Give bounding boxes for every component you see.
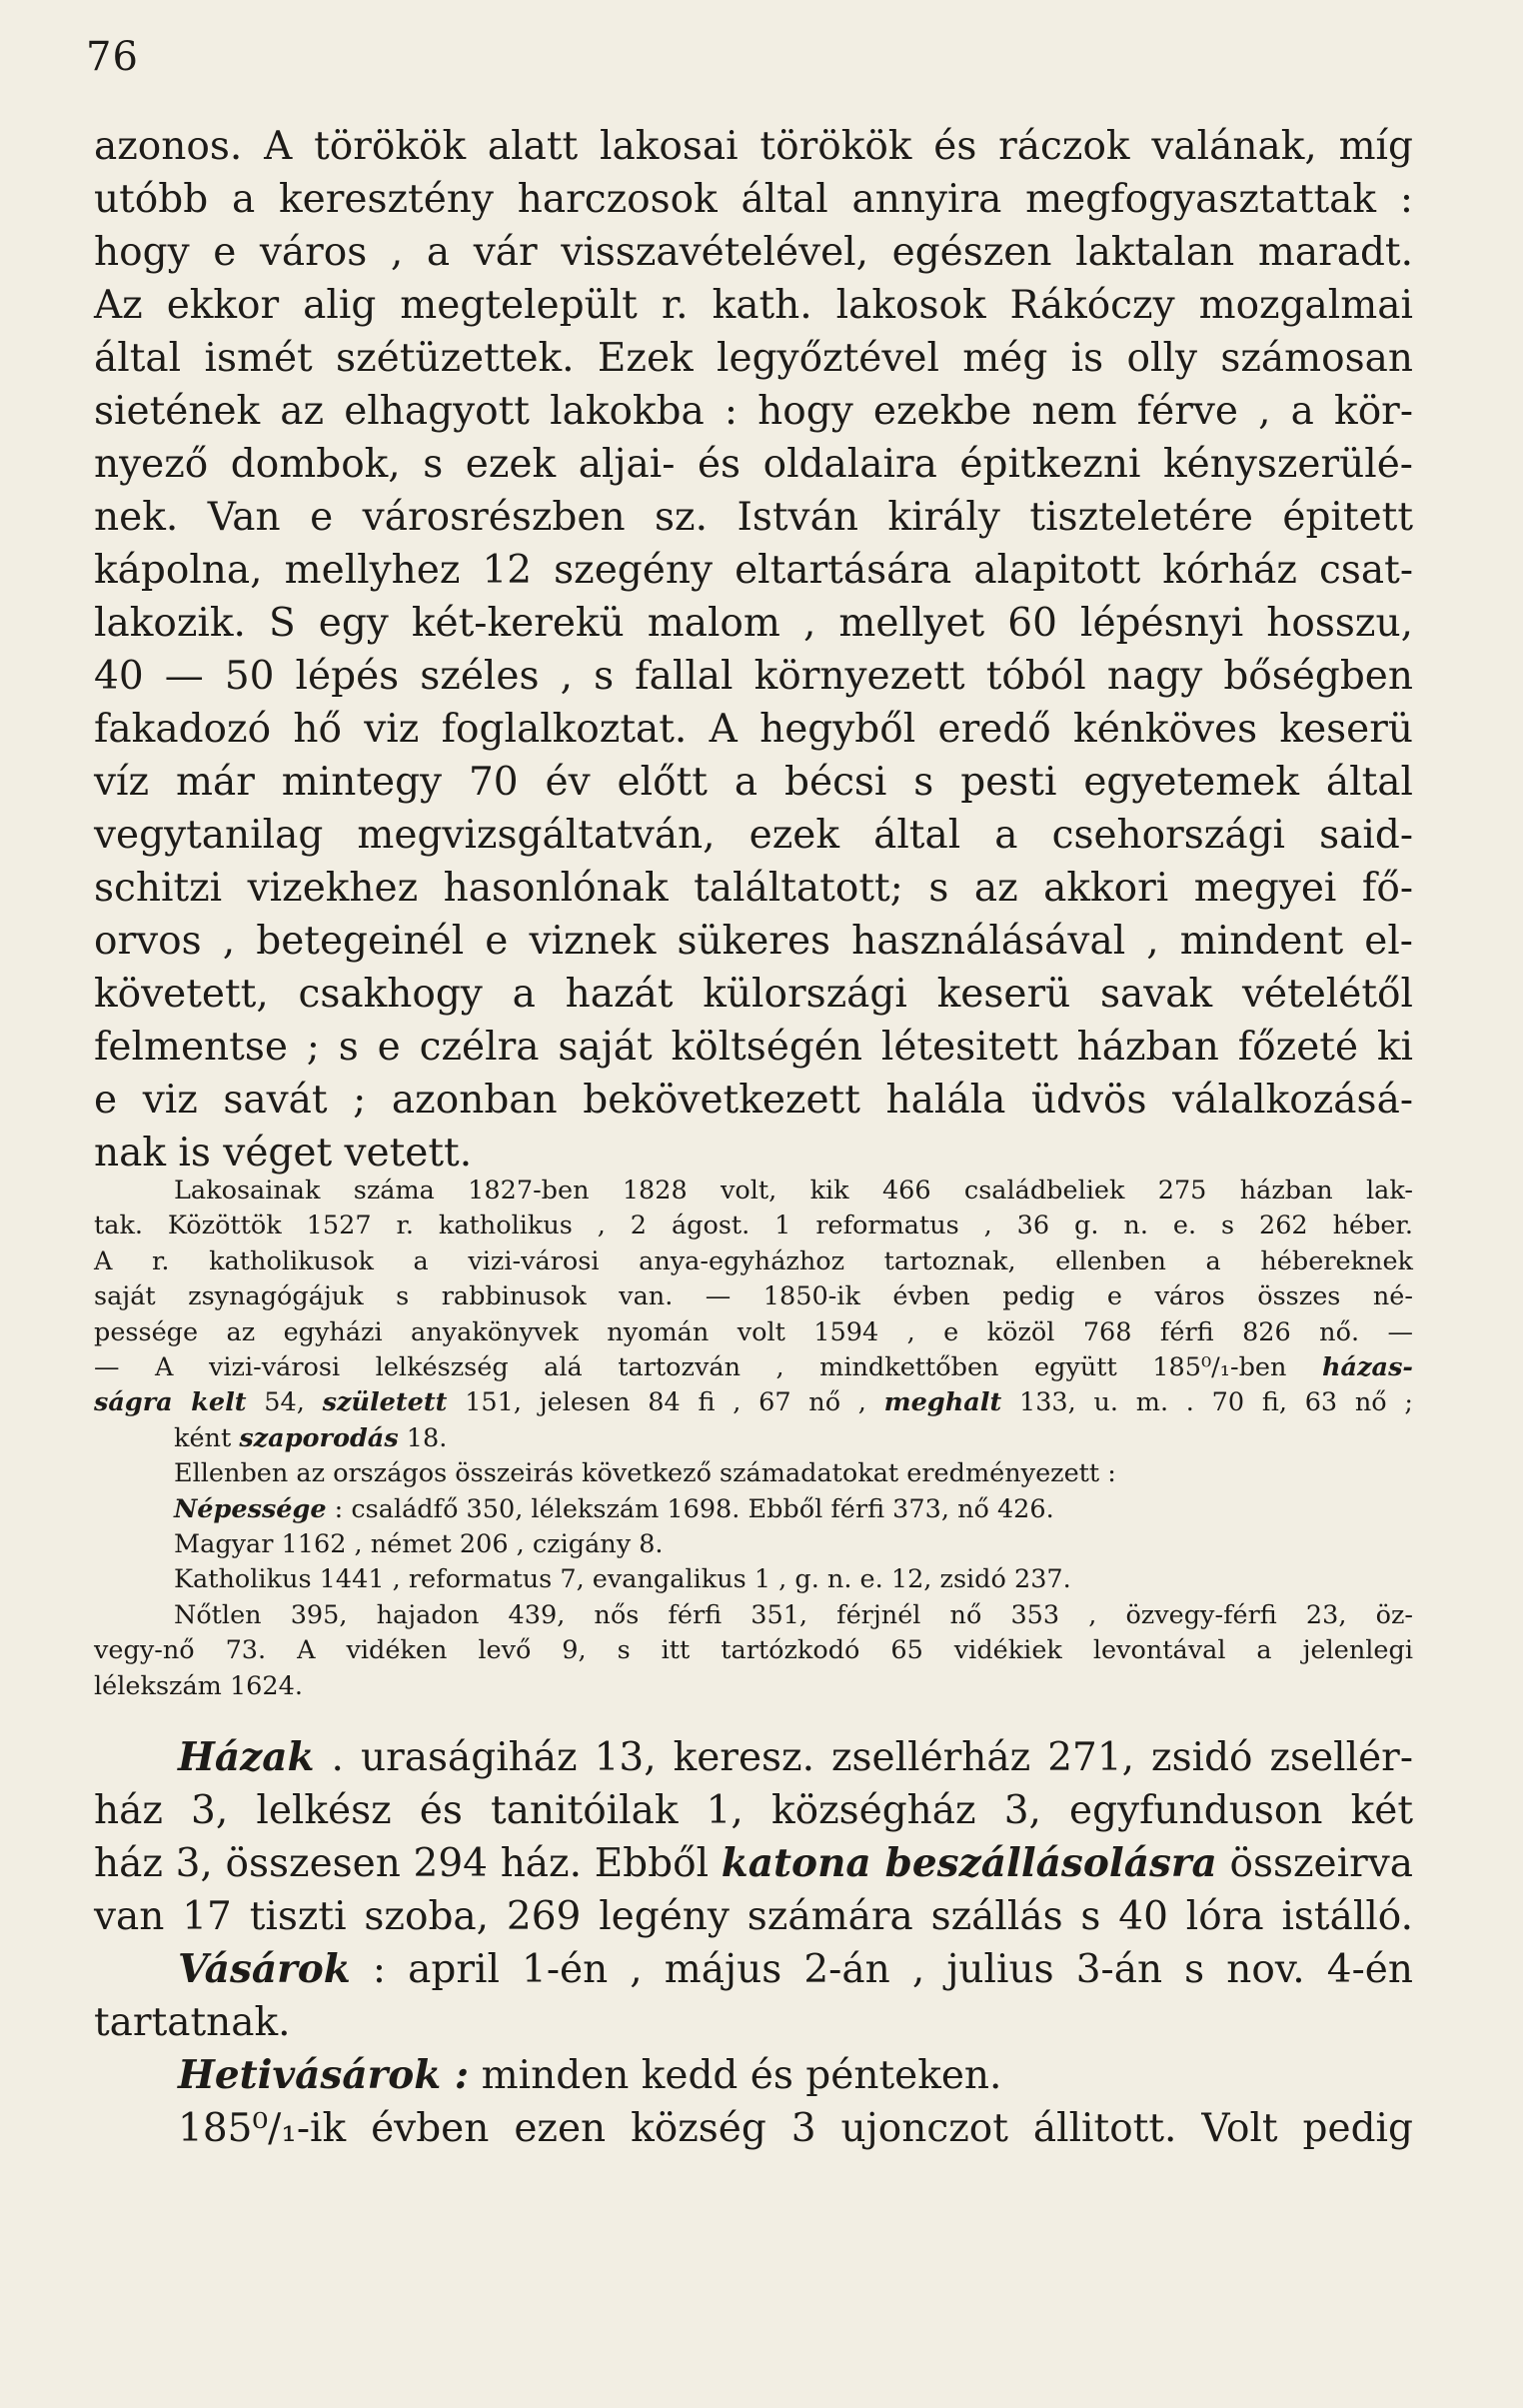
body-text: . uraságiház 13, keresz. zsellérház 271, zsidó zsellér-: [314, 1735, 1413, 1780]
text-line: fakadozó hő viz foglalkoztat. A hegyből eredő kénköves keserü: [94, 707, 1413, 752]
text-line: nek. Van e városrészben sz. István király tiszteletére épitett: [94, 495, 1413, 540]
fairs-line: [94, 1943, 1413, 1996]
section-label: Hetivásárok :: [178, 2052, 470, 2098]
text-line: azonos. A törökök alatt lakosai törökök és ráczok valának, míg: [94, 124, 1413, 169]
text-line: 40 — 50 lépés széles , s fallal környezett tóból nagy bőségben: [94, 654, 1413, 699]
text-line: kápolna, mellyhez 12 szegény eltartására alapitott kórház csat-: [94, 548, 1413, 593]
note-italic: Népessége: [174, 1493, 327, 1524]
text-line: schitzi vizekhez hasonlónak találtatott; s az akkori megyei fő-: [94, 866, 1413, 911]
emphasis-text: katona beszállásolásra: [721, 1840, 1217, 1886]
text-line: Az ekkor alig megtelepült r. kath. lakosok Rákóczy mozgalmai: [94, 283, 1413, 328]
note-line: A r. katholikusok a vizi-városi anya-egyházhoz tartoznak, ellenben a hébereknek: [94, 1245, 1413, 1276]
text-line: sietének az elhagyott lakokba : hogy ezekbe nem férve , a kör-: [94, 389, 1413, 434]
body-text: összeirva: [1216, 1841, 1413, 1886]
note-text: : családfő 350, lélekszám 1698. Ebből férfi 373, nő 426.: [326, 1493, 1054, 1524]
houses-line: ház 3, lelkész és tanitóilak 1, községház 3, egyfunduson két: [94, 1788, 1413, 1833]
note-text: 54,: [246, 1387, 323, 1418]
lower-paragraphs: [94, 1731, 1413, 2155]
note-line: [94, 1421, 1413, 1456]
note-italic: meghalt: [883, 1387, 1002, 1418]
note-italic: született: [322, 1387, 448, 1418]
text-line: e viz savát ; azonban bekövetkezett halála üdvös válalkozásá-: [94, 1078, 1413, 1123]
text-line: követett, csakhogy a hazát külországi keserü savak vételétől: [94, 972, 1413, 1017]
text-line: hogy e város , a vár visszavételével, egészen laktalan maradt.: [94, 230, 1413, 275]
census-intro: Ellenben az országos összeirás következő számadatokat eredményezett :: [174, 1458, 1116, 1489]
note-italic: szaporodás: [239, 1422, 399, 1453]
marital-line: Nőtlen 395, hajadon 439, nős férfi 351, férjnél nő 353 , özvegy-férfi 23, öz-: [174, 1599, 1413, 1630]
note-text: 133, u. m. . 70 fi, 63 nő ;: [1001, 1387, 1413, 1418]
body-text: ház 3, összesen 294 ház. Ebből: [94, 1841, 722, 1886]
nationality-line: Magyar 1162 , német 206 , czigány 8.: [174, 1529, 664, 1560]
marital-line: lélekszám 1624.: [94, 1670, 303, 1701]
houses-line: van 17 tiszti szoba, 269 legény számára szállás s 40 lóra istálló.: [94, 1894, 1413, 1939]
note-italic: ságra kelt: [94, 1387, 247, 1418]
section-label: Házak: [178, 1734, 315, 1780]
marital-line: vegy-nő 73. A vidéken levő 9, s itt tartózkodó 65 vidékiek levontával a jelenlegi: [94, 1635, 1413, 1666]
text-line: nak is véget vetett.: [94, 1131, 473, 1176]
note-text: ként: [174, 1422, 240, 1453]
note-italic: házas-: [1322, 1352, 1414, 1383]
note-text: — A vizi-városi lelkészség alá tartozván , mindkettőben együtt 185⁰/₁-ben: [94, 1352, 1287, 1383]
main-paragraph: [94, 120, 1413, 1180]
fairs-line: tartatnak.: [94, 2000, 291, 2045]
note-line: [94, 1350, 1413, 1385]
text-line: víz már mintegy 70 év előtt a bécsi s pesti egyetemek által: [94, 760, 1413, 805]
text-line: lakozik. S egy két-kerekü malom , mellyet 60 lépésnyi hosszu,: [94, 601, 1413, 646]
text-line: utóbb a keresztény harczosok által annyira megfogyasztattak :: [94, 177, 1413, 222]
note-line: pessége az egyházi anyakönyvek nyomán volt 1594 , e közöl 768 férfi 826 nő. —: [94, 1316, 1413, 1347]
page-number: 76: [86, 34, 139, 80]
note-line: tak. Közöttök 1527 r. katholikus , 2 ágost. 1 reformatus , 36 g. n. e. s 262 héber.: [94, 1210, 1413, 1241]
houses-line: [94, 1731, 1413, 1784]
text-line: vegytanilag megvizsgáltatván, ezek által a csehországi said-: [94, 813, 1413, 858]
religion-line: Katholikus 1441 , reformatus 7, evangalikus 1 , g. n. e. 12, zsidó 237.: [174, 1564, 1071, 1595]
houses-line: [94, 1837, 1413, 1890]
footnote-block: [94, 1174, 1413, 1704]
note-line: saját zsynagógájuk s rabbinusok van. — 1850-ik évben pedig e város összes né-: [94, 1281, 1413, 1312]
note-line: [94, 1385, 1413, 1420]
body-text: minden kedd és pénteken.: [469, 2053, 1002, 2098]
text-line: nyező dombok, s ezek aljai- és oldalaira épitkezni kényszerülé-: [94, 442, 1413, 487]
section-label: Vásárok: [178, 1946, 351, 1992]
text-line: felmentse ; s e czélra saját költségén létesitett házban főzeté ki: [94, 1025, 1413, 1070]
text-line: orvos , betegeinél e viznek sükeres használásával , mindent el-: [94, 919, 1413, 964]
weekly-fairs-line: [94, 2049, 1413, 2102]
body-text: : april 1-én , május 2-án , julius 3-án s nov. 4-én: [350, 1947, 1413, 1992]
note-line: Lakosainak száma 1827-ben 1828 volt, kik 466 családbeliek 275 házban lak-: [174, 1176, 1413, 1205]
text-line: által ismét szétüzettek. Ezek legyőztével még is olly számosan: [94, 336, 1413, 381]
recruits-line: 185⁰/₁-ik évben ezen község 3 ujonczot állitott. Volt pedig: [178, 2106, 1413, 2151]
census-line: [94, 1492, 1413, 1527]
note-text: 18.: [398, 1422, 448, 1453]
note-text: 151, jelesen 84 fi , 67 nő ,: [447, 1387, 884, 1418]
